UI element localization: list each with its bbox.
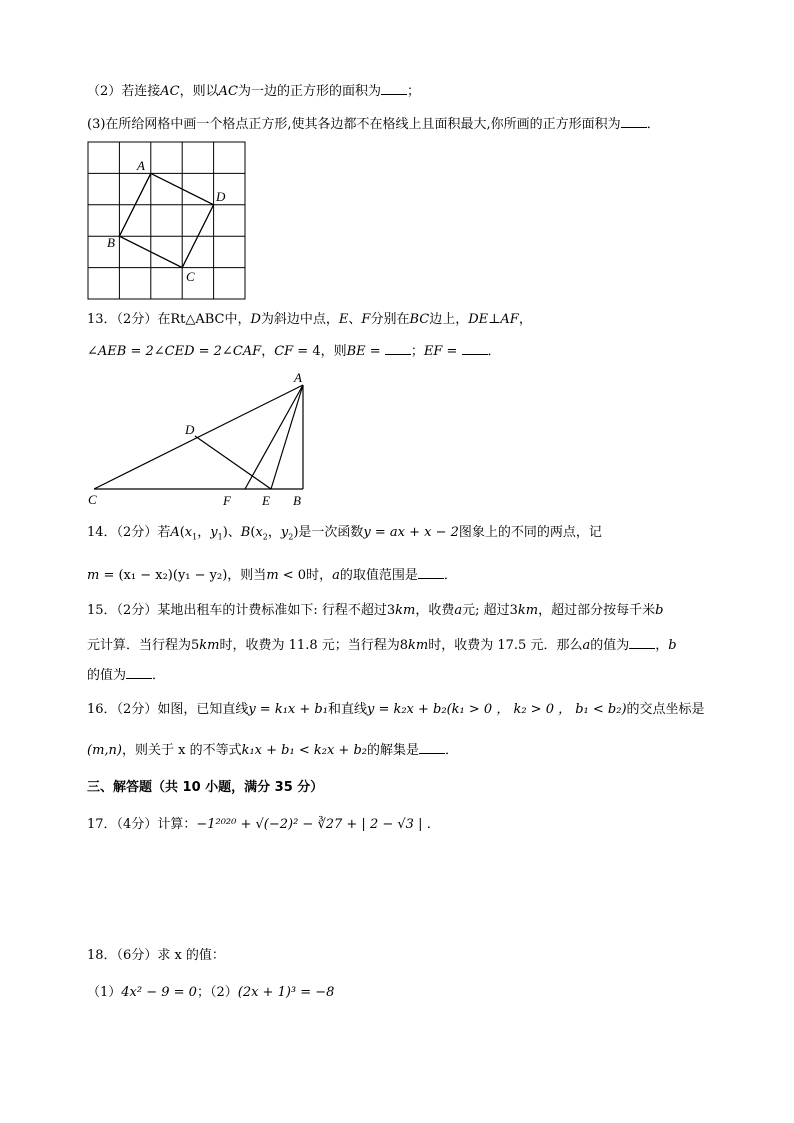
q14-line2: m = (x₁ − x₂)(y₁ − y₂)，则当m < 0时，a的取值范围是 ．	[87, 568, 457, 583]
label-b: B	[107, 235, 115, 250]
answer-blank	[126, 666, 152, 679]
q15-line2: 元计算．当行程为5km时，收费为 11.8 元；当行程为8km时，收费为 17.5 元．那么a的值为 ，b	[87, 638, 677, 653]
label-c: C	[186, 269, 195, 284]
q17: 17．（4分）计算：−1²⁰²⁰ + √(−2)² − ∛27 + | 2 − √3 | ．	[87, 817, 440, 832]
q15-line1: 15．（2分）某地出租车的计费标准如下: 行程不超过3km，收费a元; 超过3km，超过部分按每千米b	[87, 603, 664, 618]
section-3-title: 三、解答题（共 10 小题，满分 35 分）	[87, 780, 324, 795]
q12-grid-figure	[80, 135, 260, 305]
q13-triangle-figure	[80, 368, 320, 513]
quadrilateral-abcd	[119, 173, 213, 267]
answer-blank	[462, 342, 488, 355]
q13-line1: 13．（2分）在Rt△ABC中，D为斜边中点，E、F分别在BC边上，DE⊥AF，	[87, 312, 532, 327]
label-a: A	[294, 370, 302, 385]
label-e: E	[262, 493, 270, 508]
answer-blank	[621, 115, 647, 128]
q16-line1: 16．（2分）如图，已知直线y = k₁x + b₁和直线y = k₂x + b₂(k₁ > 0 ， k₂ > 0 ， b₁ < b₂)的交点坐标是	[87, 702, 705, 717]
label-b: B	[293, 493, 301, 508]
q18-parts: （1）4x² − 9 = 0；（2）(2x + 1)³ = −8	[87, 985, 335, 1000]
q12-part3: (3)在所给网格中画一个格点正方形,使其各边都不在格线上且面积最大,你所画的正方形面积为 ．	[87, 117, 660, 132]
q14-line1: 14．（2分）若$A(x_1$，$y_1$)、$B(x_2$，$y_2$)是一次函数y = ax + x − 2图象上的不同的两点，记	[87, 525, 602, 542]
q15-line3: 的值为 ．	[87, 668, 166, 683]
q13-line2: ∠AEB = 2∠CED = 2∠CAF，CF = 4，则BE = ；EF = ．	[87, 344, 501, 359]
answer-blank	[629, 636, 655, 649]
answer-blank	[385, 342, 411, 355]
answer-blank	[418, 566, 444, 579]
answer-blank	[419, 741, 445, 754]
label-d: D	[216, 189, 226, 204]
label-c: C	[88, 492, 97, 507]
label-f: F	[223, 493, 231, 508]
label-d: D	[185, 422, 195, 437]
q16-line2: (m,n)，则关于 x 的不等式k₁x + b₁ < k₂x + b₂的解集是 ．	[87, 743, 459, 758]
q12-part2: （2）若连接AC，则以AC为一边的正方形的面积为 ；	[87, 84, 421, 99]
label-a: A	[137, 158, 145, 173]
q18-title: 18．（6分）求 x 的值：	[87, 948, 225, 963]
answer-blank	[381, 82, 407, 95]
